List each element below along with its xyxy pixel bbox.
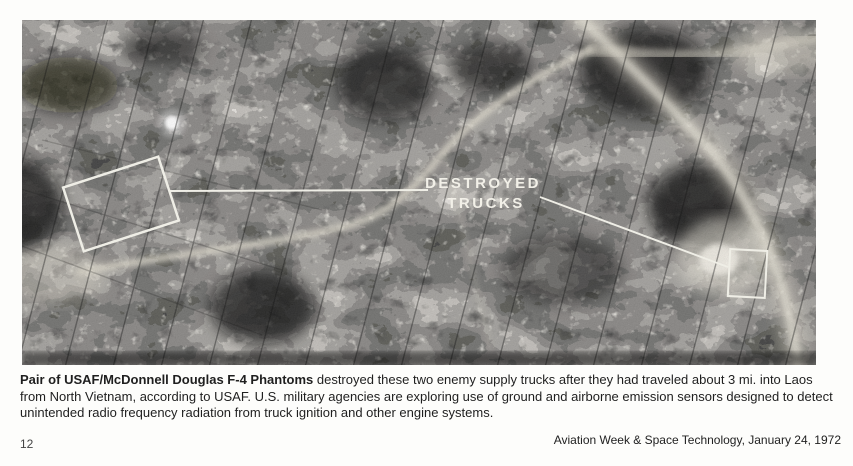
caption-lead-bold: Pair of USAF/McDonnell Douglas F-4 Phantoms (20, 372, 314, 387)
caption-body-text: destroyed these two enemy supply trucks after they had traveled about 3 mi. into Laos from North Vietnam, according to USAF. U.S. military agencies are exploring use of ground and airborne emission sensors designed to detect unintended radio frequency radiation from truck ignition and other engine systems. (20, 372, 833, 420)
bottom-edge-shadow (22, 352, 816, 365)
destroyed-trucks-label-line2: TRUCKS (447, 195, 525, 212)
leader-line-left (170, 190, 428, 191)
destroyed-trucks-label-line1: DESTROYED (425, 175, 541, 192)
film-grain (22, 20, 816, 365)
journal-credit-line: Aviation Week & Space Technology, January 24, 1972 (553, 433, 841, 447)
page-footer (20, 433, 841, 451)
recon-photo (22, 20, 816, 365)
recon-photo-canvas (22, 20, 816, 365)
page-number: 12 (20, 437, 34, 451)
photo-caption (20, 372, 836, 422)
